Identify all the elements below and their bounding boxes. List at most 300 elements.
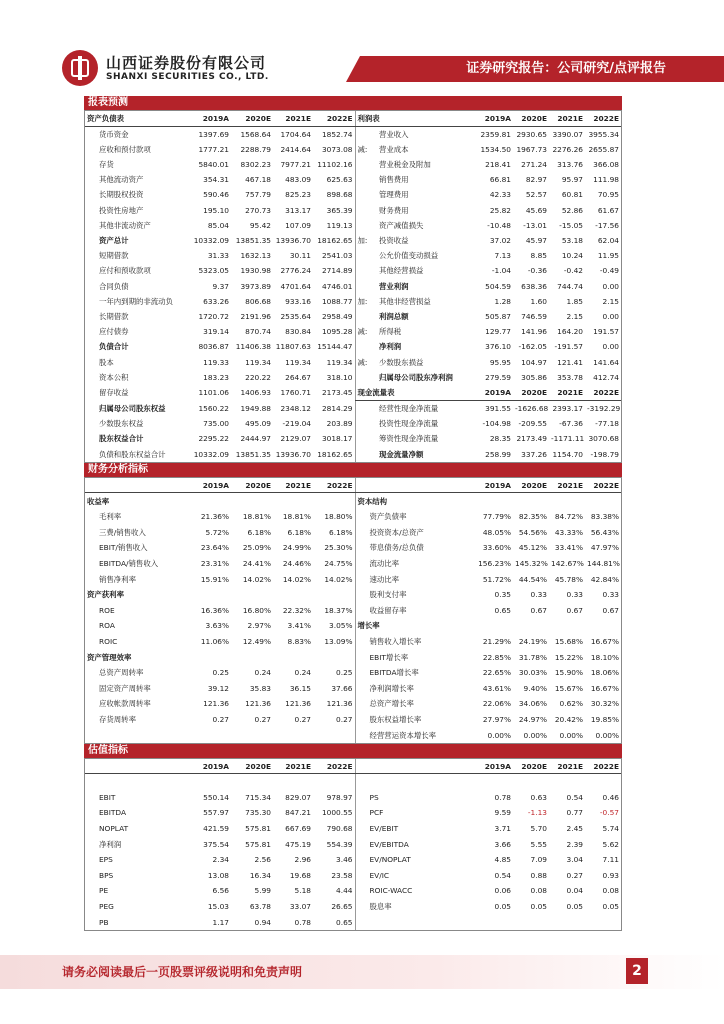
valuation-right-value: 0.93	[602, 870, 619, 880]
year-header: 2021E	[549, 478, 585, 493]
analysis-right-value: 45.12%	[518, 543, 547, 553]
analysis-right-label: 速动比率	[355, 571, 475, 587]
income-value: 82.97	[525, 175, 547, 185]
table-row	[85, 431, 621, 446]
balance-value: 107.09	[285, 220, 311, 230]
income-value: 2.15	[602, 296, 619, 306]
table-row	[85, 309, 621, 324]
analysis-right-label: 股东权益增长率	[355, 712, 475, 728]
balance-row-label: 存货	[99, 160, 114, 170]
company-name-en: SHANXI SECURITIES CO., LTD.	[106, 72, 269, 82]
income-value: -162.05	[518, 342, 547, 352]
valuation-left-value: 19.68	[289, 870, 311, 880]
company-name-cn: 山西证券股份有限公司	[106, 54, 267, 72]
balance-value: 1406.93	[240, 388, 271, 398]
table-row	[85, 883, 621, 899]
balance-value: 319.14	[203, 327, 229, 337]
valuation-right-label: 股息率	[355, 899, 475, 915]
analysis-right-value: 82.35%	[518, 512, 547, 522]
valuation-right-value: 0.05	[602, 902, 619, 912]
analysis-left-value: 3.63%	[205, 621, 229, 631]
year-header: 2022E	[585, 478, 621, 493]
analysis-left-label: ROE	[99, 605, 115, 615]
income-row-label: 营业利润	[379, 281, 409, 291]
valuation-header-row	[85, 759, 621, 774]
balance-value: 483.09	[285, 175, 311, 185]
cashflow-value: -104.98	[482, 419, 511, 429]
valuation-right-value: 5.55	[530, 839, 547, 849]
table-row	[85, 172, 621, 187]
analysis-left-value: 18.81%	[242, 512, 271, 522]
forecast-block	[84, 110, 622, 463]
balance-value: 119.34	[245, 357, 271, 367]
balance-value: 1397.69	[198, 129, 229, 139]
valuation-right-value: 0.78	[494, 792, 511, 802]
year-header: 2020E	[513, 111, 549, 126]
analysis-right-value: 15.68%	[554, 636, 583, 646]
analysis-left-label: 毛利率	[99, 512, 122, 522]
income-value: 271.24	[521, 160, 547, 170]
balance-row-label: 一年内到期的非流动负	[99, 296, 173, 306]
valuation-right-label: PS	[355, 790, 475, 806]
table-row	[85, 203, 621, 218]
valuation-right-value: 5.70	[530, 824, 547, 834]
balance-value: 119.33	[203, 357, 229, 367]
balance-value: 2958.49	[321, 311, 353, 321]
valuation-left-value: 575.81	[245, 824, 271, 834]
income-value: -1.04	[491, 266, 511, 276]
analysis-left-value: 23.31%	[200, 558, 229, 568]
valuation-spacer-row	[85, 774, 621, 790]
analysis-left-label: 收益率	[87, 496, 110, 506]
analysis-left-value: 121.36	[285, 699, 311, 709]
balance-row-label: 归属母公司股东权益	[99, 403, 166, 413]
valuation-right-value: 0.54	[494, 870, 511, 880]
income-value: 66.81	[489, 175, 511, 185]
analysis-right-value	[513, 493, 549, 509]
analysis-left-value: 35.83	[249, 683, 271, 693]
table-row	[85, 493, 621, 509]
analysis-right-label: 增长率	[355, 618, 475, 634]
analysis-left-value	[189, 493, 231, 509]
analysis-left-value	[231, 649, 273, 665]
balance-value: 633.26	[203, 296, 229, 306]
analysis-left-label: EBITDA/销售收入	[99, 558, 159, 568]
balance-row-label: 应付债券	[99, 327, 129, 337]
analysis-left-label: 销售净利率	[99, 574, 136, 584]
analysis-left-value	[313, 727, 355, 743]
analysis-right-value: 0.33	[566, 590, 583, 600]
cashflow-value: -198.79	[590, 449, 619, 459]
balance-value: 354.31	[203, 175, 229, 185]
cashflow-value: 2173.49	[516, 434, 547, 444]
balance-value: 2191.96	[240, 311, 271, 321]
table-row	[85, 587, 621, 603]
income-row-label: 少数股东损益	[379, 357, 424, 367]
balance-row-label: 负债合计	[99, 342, 129, 352]
balance-row-label: 应付和预收款项	[99, 266, 151, 276]
income-value: 191.57	[593, 327, 619, 337]
balance-value: 3018.17	[321, 434, 353, 444]
income-value: 0.00	[602, 281, 619, 291]
analysis-left-value: 23.64%	[200, 543, 229, 553]
section-title-analysis: 财务分析指标	[84, 463, 622, 477]
analysis-right-label: EBIT增长率	[355, 649, 475, 665]
table-row	[85, 540, 621, 556]
analysis-right-value: 33.41%	[554, 543, 583, 553]
analysis-left-value	[189, 587, 231, 603]
income-prefix	[355, 218, 377, 233]
analysis-right-value: 20.42%	[554, 714, 583, 724]
table-row	[85, 525, 621, 541]
balance-value: 10332.09	[193, 449, 229, 459]
income-value: -191.57	[554, 342, 583, 352]
balance-value: 1095.28	[321, 327, 353, 337]
year-header: 2019A	[189, 111, 231, 126]
income-value: 129.77	[485, 327, 511, 337]
valuation-left-value: 6.56	[212, 886, 229, 896]
section-title-forecast: 报表预测	[84, 96, 622, 110]
analysis-left-label: ROA	[99, 621, 115, 631]
cashflow-value: 2393.17	[552, 404, 583, 414]
year-header: 2022E	[313, 111, 355, 126]
income-row-label: 营业成本	[379, 144, 409, 154]
income-row-label: 净利润	[379, 342, 402, 352]
analysis-right-value	[475, 493, 513, 509]
income-row-label: 资产减值损失	[379, 220, 424, 230]
analysis-right-value: 0.67	[602, 605, 619, 615]
table-row	[85, 790, 621, 806]
analysis-right-value: 0.00%	[595, 730, 619, 740]
analysis-right-value: 42.84%	[590, 574, 619, 584]
income-row-label: 其他非经营损益	[379, 296, 431, 306]
balance-value: 467.18	[245, 175, 271, 185]
balance-value: 5323.05	[198, 266, 229, 276]
balance-value: 735.00	[203, 419, 229, 429]
balance-value: 183.23	[203, 372, 229, 382]
table-row	[85, 187, 621, 202]
balance-row-label: 负债和股东权益合计	[99, 449, 166, 459]
table-row	[85, 571, 621, 587]
balance-value: 1930.98	[240, 266, 271, 276]
valuation-right-value: 9.59	[494, 808, 511, 818]
balance-value: 13851.35	[235, 236, 271, 245]
analysis-right-value: 84.72%	[554, 512, 583, 522]
analysis-left-value: 18.80%	[324, 512, 353, 522]
table-row	[85, 680, 621, 696]
table-row	[85, 618, 621, 634]
income-value: 62.04	[597, 236, 619, 245]
balance-value: 3973.89	[240, 281, 271, 291]
valuation-left-value: 575.81	[245, 839, 271, 849]
spacer-cell	[273, 774, 313, 790]
income-value: 366.08	[593, 160, 619, 170]
cashflow-value: 337.26	[521, 449, 547, 459]
analysis-right-value: 21.29%	[482, 636, 511, 646]
table-row	[85, 556, 621, 572]
valuation-right-value: 3.04	[566, 855, 583, 865]
year-header: 2021E	[273, 759, 313, 774]
income-value: 104.97	[521, 357, 547, 367]
table-row	[85, 712, 621, 728]
valuation-left-value: 554.39	[326, 839, 353, 849]
valuation-left-value: 421.59	[203, 824, 229, 834]
table-row	[85, 665, 621, 681]
valuation-right-value	[475, 914, 513, 930]
analysis-right-value: 24.19%	[518, 636, 547, 646]
income-value: 504.59	[485, 281, 511, 291]
analysis-left-value	[189, 727, 231, 743]
analysis-left-value: 16.80%	[242, 605, 271, 615]
valuation-left-label: EBITDA	[99, 808, 127, 818]
cashflow-value: 28.35	[489, 434, 511, 444]
analysis-left-value	[273, 493, 313, 509]
forecast-header-row	[85, 111, 621, 126]
balance-value: 8036.87	[198, 342, 229, 352]
income-prefix	[355, 263, 377, 278]
analysis-left-value: 0.27	[336, 714, 353, 724]
year-header: 2022E	[585, 111, 621, 126]
table-row	[85, 354, 621, 369]
analysis-right-value	[549, 493, 585, 509]
section-title-valuation: 估值指标	[84, 744, 622, 758]
valuation-left-value: 5.18	[294, 886, 311, 896]
analysis-right-value: 48.05%	[482, 527, 511, 537]
income-value: 1534.50	[480, 144, 511, 154]
balance-value: 1949.88	[240, 403, 271, 413]
analysis-left-value: 14.02%	[242, 574, 271, 584]
analysis-right-value: 22.65%	[482, 668, 511, 678]
analysis-right-value: 56.43%	[590, 527, 619, 537]
table-row	[85, 324, 621, 339]
valuation-right-value: 0.54	[566, 792, 583, 802]
valuation-left-value: 0.78	[294, 917, 311, 927]
analysis-right-value	[585, 493, 621, 509]
balance-row-label: 短期借款	[99, 251, 129, 261]
balance-row-label: 其他流动资产	[99, 175, 144, 185]
balance-row-label: 投资性房地产	[99, 205, 144, 215]
balance-value: 806.68	[245, 296, 271, 306]
analysis-left-value: 121.36	[203, 699, 229, 709]
analysis-left-value: 18.81%	[282, 512, 311, 522]
analysis-left-label: 存货周转率	[99, 714, 136, 724]
analysis-right-label: 资产负债率	[355, 509, 475, 525]
valuation-right-value: 4.85	[494, 855, 511, 865]
disclaimer-text: 请务必阅读最后一页股票评级说明和免责声明	[62, 965, 303, 979]
cashflow-value: 391.55	[485, 404, 511, 414]
valuation-left-label: EBIT	[99, 792, 116, 802]
income-value: -10.48	[487, 220, 511, 230]
balance-value: 825.23	[285, 190, 311, 200]
analysis-left-value: 3.05%	[329, 621, 353, 631]
valuation-right-label	[355, 914, 475, 930]
valuation-right-value: 0.08	[602, 886, 619, 896]
analysis-left-label: EBIT/销售收入	[99, 543, 148, 553]
income-row-label: 销售费用	[379, 175, 409, 185]
income-value: 746.59	[521, 311, 547, 321]
balance-value: 2714.89	[321, 266, 353, 276]
valuation-right-value: -1.13	[527, 808, 547, 818]
analysis-left-value: 8.83%	[287, 636, 311, 646]
balance-row-label: 少数股东权益	[99, 419, 144, 429]
income-row-label: 所得税	[379, 327, 402, 337]
analysis-right-value: 144.81%	[587, 558, 620, 568]
balance-value: 2288.79	[240, 144, 271, 154]
analysis-left-value	[273, 649, 313, 665]
balance-row-label: 其他非流动资产	[99, 220, 151, 230]
analysis-left-value: 0.27	[294, 714, 311, 724]
report-type-banner: 证券研究报告：公司研究/点评报告	[360, 56, 724, 82]
table-row	[85, 727, 621, 743]
balance-value: 2535.64	[280, 311, 311, 321]
analysis-block	[84, 477, 622, 744]
analysis-left-label: 三费/销售收入	[99, 527, 146, 537]
balance-row-label: 应收和预付款项	[99, 144, 151, 154]
valuation-right-value: 0.05	[494, 902, 511, 912]
balance-row-label: 资产总计	[99, 236, 129, 245]
balance-value: 5840.01	[198, 160, 229, 170]
analysis-right-value: 51.72%	[482, 574, 511, 584]
cashflow-value: -1626.68	[515, 404, 549, 414]
income-value: 95.97	[561, 175, 583, 185]
valuation-left-value: 2.96	[294, 855, 311, 865]
cashflow-row-label: 经营性现金净流量	[379, 404, 439, 414]
analysis-right-value: 34.06%	[518, 699, 547, 709]
balance-value: 18162.65	[317, 236, 353, 245]
analysis-right-value: 45.78%	[554, 574, 583, 584]
table-row	[85, 899, 621, 915]
balance-value: 495.09	[245, 419, 271, 429]
income-prefix	[355, 126, 377, 142]
report-content	[84, 96, 622, 931]
table-row	[85, 416, 621, 431]
income-value: 2.15	[566, 311, 583, 321]
valuation-left-label: PEG	[99, 902, 114, 912]
income-title: 利润表	[355, 111, 475, 126]
income-row-label: 营业税金及附加	[379, 160, 431, 170]
analysis-right-label: 流动比率	[355, 556, 475, 572]
valuation-right-value: 3.71	[494, 824, 511, 834]
year-header: 2019A	[189, 759, 231, 774]
table-row	[85, 248, 621, 263]
income-prefix: 减:	[355, 354, 377, 369]
analysis-left-label: ROIC	[99, 636, 118, 646]
balance-value: 15144.47	[317, 342, 353, 352]
table-row	[85, 263, 621, 278]
analysis-header-blank	[355, 478, 475, 493]
analysis-left-value: 25.30%	[324, 543, 353, 553]
valuation-right-label: ROIC-WACC	[355, 883, 475, 899]
income-row-label: 财务费用	[379, 205, 409, 215]
spacer-cell	[189, 774, 231, 790]
analysis-left-value	[273, 587, 313, 603]
spacer-cell	[475, 774, 513, 790]
balance-value: 119.13	[326, 220, 353, 230]
valuation-right-value	[513, 914, 549, 930]
year-header: 2020E	[231, 111, 273, 126]
balance-value: 195.10	[203, 205, 229, 215]
year-header: 2020E	[513, 478, 549, 493]
valuation-right-value: 0.05	[566, 902, 583, 912]
income-value: 61.67	[597, 205, 619, 215]
balance-value: 10332.09	[193, 236, 229, 245]
year-header: 2019A	[475, 759, 513, 774]
valuation-left-label: BPS	[99, 870, 114, 880]
valuation-left-value: 667.69	[285, 824, 311, 834]
valuation-right-value: 2.39	[566, 839, 583, 849]
analysis-left-value: 24.41%	[242, 558, 271, 568]
year-header: 2021E	[549, 111, 585, 126]
balance-value: 2129.07	[280, 434, 311, 444]
table-row	[85, 218, 621, 233]
balance-value: 11102.16	[317, 160, 353, 170]
valuation-left-label: NOPLAT	[99, 824, 129, 834]
balance-value: 13851.35	[235, 449, 271, 459]
analysis-left-label: 总资产周转率	[99, 668, 144, 678]
valuation-left-value: 2.56	[254, 855, 271, 865]
analysis-right-value: 43.33%	[554, 527, 583, 537]
table-row	[85, 852, 621, 868]
income-prefix: 减:	[355, 324, 377, 339]
valuation-left-value: 375.54	[203, 839, 229, 849]
income-value: 1.60	[530, 296, 547, 306]
valuation-left-value: 33.07	[289, 902, 311, 912]
balance-value: 2814.29	[321, 403, 353, 413]
analysis-right-value	[549, 618, 585, 634]
analysis-left-value: 24.99%	[282, 543, 311, 553]
balance-title: 资产负债表	[85, 111, 189, 126]
valuation-right-value: 0.63	[530, 792, 547, 802]
spacer-cell	[513, 774, 549, 790]
income-value: -0.36	[527, 266, 547, 276]
analysis-left-value: 0.24	[294, 668, 311, 678]
analysis-left-value	[313, 493, 355, 509]
income-value: 412.74	[593, 372, 619, 382]
income-value: 25.82	[489, 205, 511, 215]
analysis-left-value: 24.75%	[324, 558, 353, 568]
analysis-left-value: 0.27	[254, 714, 271, 724]
cashflow-spacer	[355, 431, 377, 446]
valuation-left-value: 735.30	[245, 808, 271, 818]
analysis-right-value: 30.03%	[518, 668, 547, 678]
analysis-left-value	[189, 649, 231, 665]
income-value: 1.28	[494, 296, 511, 306]
valuation-right-value	[585, 914, 621, 930]
table-row	[85, 602, 621, 618]
income-value: 0.00	[602, 311, 619, 321]
spacer-cell	[549, 774, 585, 790]
valuation-right-value: -0.57	[599, 808, 619, 818]
analysis-right-value: 18.10%	[590, 652, 619, 662]
analysis-left-value: 12.49%	[242, 636, 271, 646]
income-value: 2276.26	[552, 144, 583, 154]
income-value: -17.56	[595, 220, 619, 230]
table-row	[85, 914, 621, 930]
year-header: 2020E	[513, 759, 549, 774]
analysis-left-value: 6.18%	[287, 527, 311, 537]
spacer-cell	[313, 774, 355, 790]
balance-value: 4746.01	[321, 281, 353, 291]
spacer-cell	[355, 774, 475, 790]
balance-value: 1632.13	[240, 251, 271, 261]
balance-value: 2444.97	[240, 434, 271, 444]
valuation-left-value: 0.65	[336, 917, 353, 927]
analysis-left-value: 11.06%	[200, 636, 229, 646]
balance-value: 9.37	[212, 281, 229, 291]
balance-value: 2776.24	[280, 266, 311, 276]
analysis-right-label: 经营营运资本增长率	[355, 727, 475, 743]
table-row	[85, 805, 621, 821]
